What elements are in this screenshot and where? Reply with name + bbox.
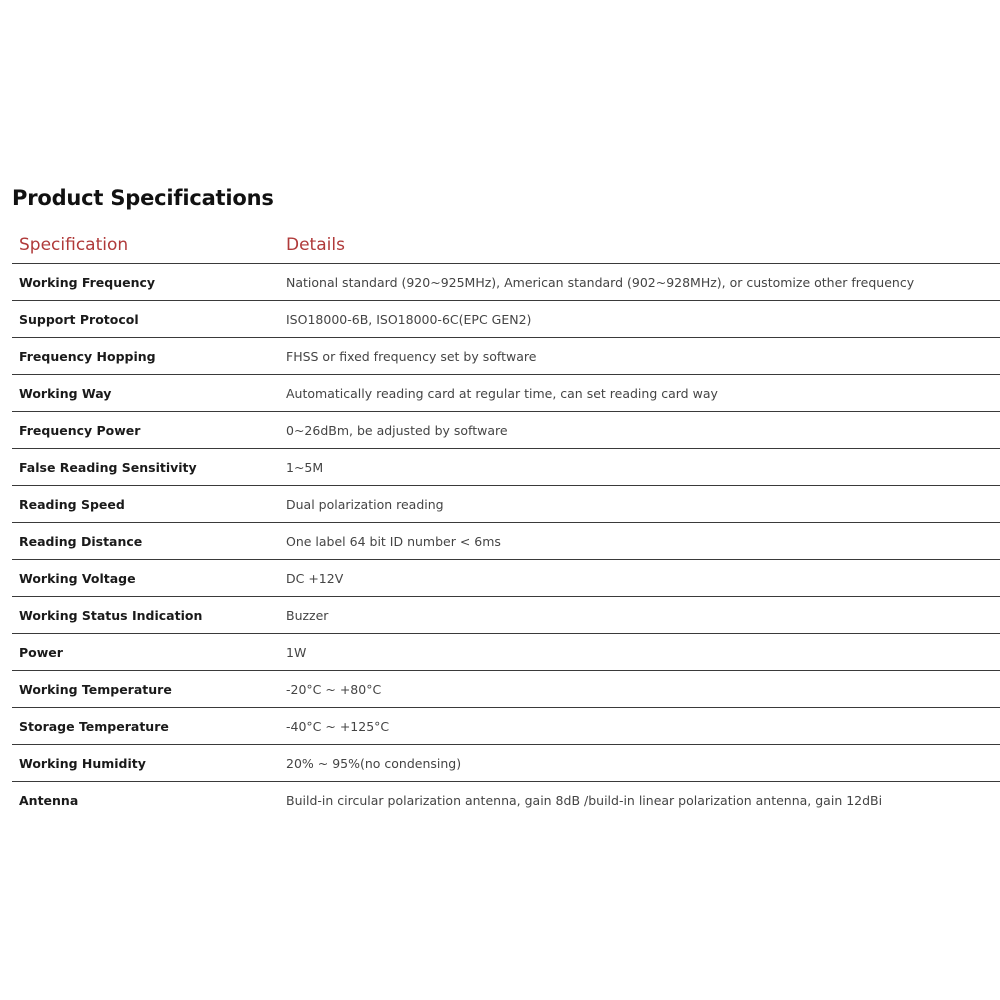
spec-detail: One label 64 bit ID number < 6ms <box>286 533 501 549</box>
spec-detail: 0~26dBm, be adjusted by software <box>286 422 508 438</box>
spec-detail: Dual polarization reading <box>286 496 444 512</box>
header-specification: Specification <box>19 235 129 255</box>
spec-detail: -40°C ~ +125°C <box>286 718 390 734</box>
table-row <box>12 597 1000 634</box>
table-row <box>12 782 1000 818</box>
spec-name: Storage Temperature <box>19 718 169 734</box>
page-title: Product Specifications <box>12 186 274 210</box>
spec-name: False Reading Sensitivity <box>19 459 197 475</box>
spec-name: Working Status Indication <box>19 607 203 623</box>
spec-detail: Automatically reading card at regular time, can set reading card way <box>286 385 718 401</box>
table-row <box>12 634 1000 671</box>
table-row <box>12 301 1000 338</box>
spec-name: Power <box>19 644 63 660</box>
table-row <box>12 560 1000 597</box>
table-row <box>12 375 1000 412</box>
spec-detail: FHSS or fixed frequency set by software <box>286 348 537 364</box>
table-row <box>12 708 1000 745</box>
spec-detail: 1W <box>286 644 307 660</box>
spec-name: Working Frequency <box>19 274 156 290</box>
table-row <box>12 412 1000 449</box>
table-row <box>12 745 1000 782</box>
spec-detail: 1~5M <box>286 459 324 475</box>
spec-name: Reading Speed <box>19 496 125 512</box>
spec-detail: DC +12V <box>286 570 344 586</box>
spec-name: Working Way <box>19 385 112 401</box>
table-row <box>12 671 1000 708</box>
spec-name: Working Temperature <box>19 681 172 697</box>
header-details: Details <box>286 235 345 255</box>
table-header-row <box>12 227 1000 264</box>
table-row <box>12 338 1000 375</box>
spec-name: Working Humidity <box>19 755 146 771</box>
spec-name: Reading Distance <box>19 533 143 549</box>
spec-name: Support Protocol <box>19 311 139 327</box>
table-body <box>12 264 1000 818</box>
spec-detail: Build-in circular polarization antenna, gain 8dB /build-in linear polarization antenna, gain 12dBi <box>286 792 883 808</box>
spec-detail: National standard (920~925MHz), American standard (902~928MHz), or customize other frequency <box>286 274 915 290</box>
table-row <box>12 486 1000 523</box>
table-row <box>12 449 1000 486</box>
spec-detail: 20% ~ 95%(no condensing) <box>286 755 462 771</box>
spec-name: Working Voltage <box>19 570 136 586</box>
spec-name: Frequency Power <box>19 422 141 438</box>
table-row <box>12 523 1000 560</box>
spec-table <box>12 227 1000 818</box>
spec-detail: ISO18000-6B, ISO18000-6C(EPC GEN2) <box>286 311 532 327</box>
spec-name: Antenna <box>19 792 79 808</box>
spec-detail: -20°C ~ +80°C <box>286 681 382 697</box>
spec-detail: Buzzer <box>286 607 329 623</box>
table-row <box>12 264 1000 301</box>
spec-name: Frequency Hopping <box>19 348 156 364</box>
